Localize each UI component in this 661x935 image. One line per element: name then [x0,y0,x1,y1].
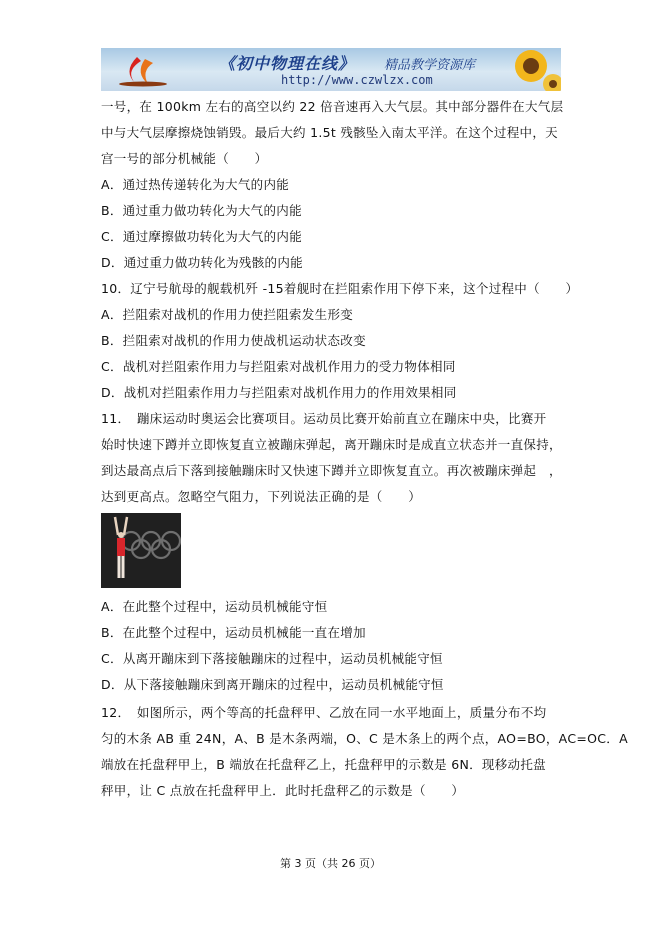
option-b: B．拦阻索对战机的作用力使战机运动状态改变 [101,333,366,348]
banner-subtitle: 精品教学资源库 [384,58,476,73]
question-10: 10．辽宁号航母的舰载机歼 -15着舰时在拦阻索作用下停下来，这个过程中（ ） [101,281,579,296]
option-b: B．在此整个过程中，运动员机械能一直在增加 [101,625,366,640]
text-line: 到达最高点后下落到接触蹦床时又快速下蹲并立即恢复直立。再次被蹦床弹起 ， [101,463,562,478]
option-c: C．战机对拦阻索作用力与拦阻索对战机作用力的受力物体相同 [101,359,456,374]
banner-title: 《初中物理在线》 [219,54,356,73]
text-line: 一号，在 100km 左右的高空以约 22 倍音速再入大气层。其中部分器件在大气层 [101,99,564,114]
option-a: A．通过热传递转化为大气的内能 [101,177,290,192]
option-b: B．通过重力做功转化为大气的内能 [101,203,302,218]
site-logo-icon [115,53,175,87]
text-line: 匀的木条 AB 重 24N，A、B 是木条两端，O、C 是木条上的两个点，AO=BO，AC=OC．A [101,731,628,746]
trampoline-photo [101,513,181,588]
question-12: 12． 如图所示，两个等高的托盘秤甲、乙放在同一水平地面上，质量分布不均 [101,705,547,720]
text-line: 始时快速下蹲并立即恢复直立被蹦床弹起，离开蹦床时是成直立状态并一直保持， [101,437,562,452]
athlete-rings-image [101,513,181,588]
option-c: C．通过摩擦做功转化为大气的内能 [101,229,303,244]
option-d: D．从下落接触蹦床到离开蹦床的过程中，运动员机械能守恒 [101,677,444,692]
page-footer: 第 3 页（共 26 页） [280,857,381,870]
option-d: D．通过重力做功转化为残骸的内能 [101,255,303,270]
header-banner [101,48,561,91]
text-line: 秤甲，让 C 点放在托盘秤甲上．此时托盘秤乙的示数是（ ） [101,783,465,798]
option-c: C．从离开蹦床到下落接触蹦床的过程中，运动员机械能守恒 [101,651,443,666]
text-line: 端放在托盘秤甲上，B 端放在托盘秤乙上，托盘秤甲的示数是 6N．现移动托盘 [101,757,546,772]
text-line: 宫一号的部分机械能（ ） [101,151,268,166]
option-d: D．战机对拦阻索作用力与拦阻索对战机作用力的作用效果相同 [101,385,457,400]
text-line: 达到更高点。忽略空气阻力，下列说法正确的是（ ） [101,489,422,504]
banner-url[interactable]: http://www.czwlzx.com [281,73,433,87]
option-a: A．拦阻索对战机的作用力使拦阻索发生形变 [101,307,354,322]
option-a: A．在此整个过程中，运动员机械能守恒 [101,599,328,614]
question-11: 11． 蹦床运动时奥运会比赛项目。运动员比赛开始前直立在蹦床中央，比赛开 [101,411,547,426]
sunflower-icon [491,48,561,91]
text-line: 中与大气层摩擦烧蚀销毁。最后大约 1.5t 残骸坠入南太平洋。在这个过程中，天 [101,125,558,140]
